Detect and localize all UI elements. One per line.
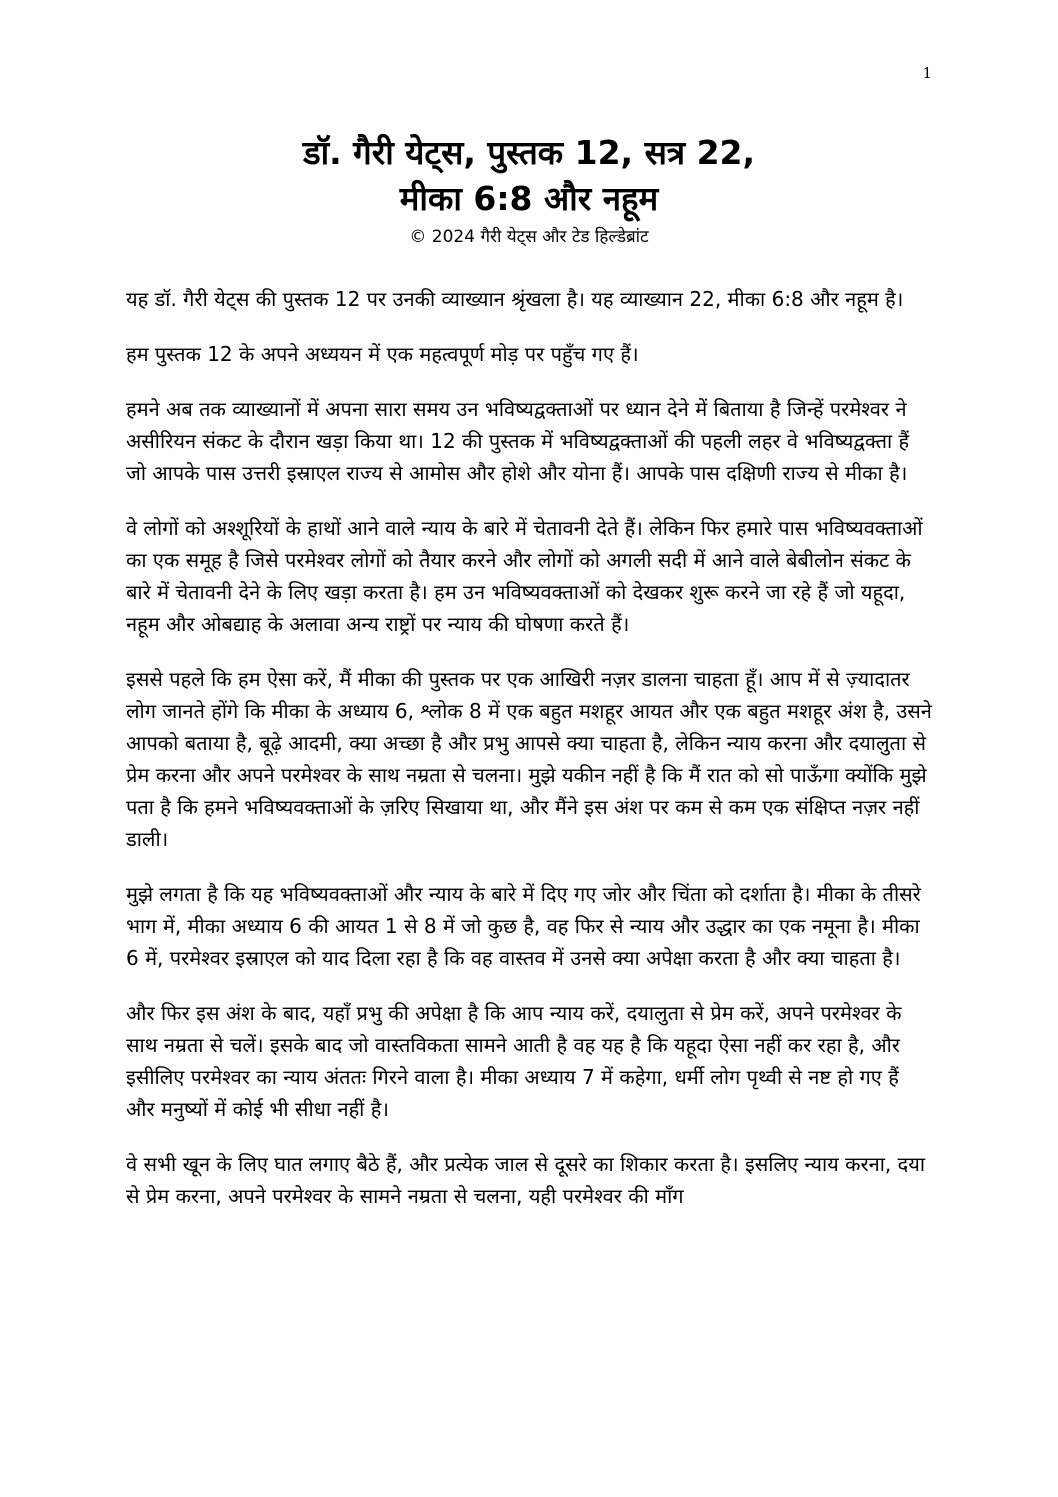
paragraph-7: और फिर इस अंश के बाद, यहाँ प्रभु की अपेक्षा है कि आप न्याय करें, दयालुता से प्रेम करें, अपने परमेश्वर के साथ नम्रता से चलें। इसके बाद जो वास्तविकता सामने आती है वह यह है कि यहूदा ऐसा नहीं कर रहा है, और इसीलिए परमेश्वर का न्याय अंततः गिरने वाला है। मीका अध्याय 7 में कहेगा, धर्मी लोग पृथ्वी से नष्ट हो गए हैं और मनुष्यों में कोई भी सीधा नहीं है। xyxy=(126,1001,902,1121)
document-body xyxy=(126,283,932,1235)
paragraph-1: यह डॉ. गैरी येट्स की पुस्तक 12 पर उनकी व्याख्यान श्रृंखला है। यह व्याख्यान 22, मीका 6:8 और नहूम है। xyxy=(126,287,904,311)
page-number: 1 xyxy=(922,64,932,82)
paragraph-4: वे लोगों को अश्शूरियों के हाथों आने वाले न्याय के बारे में चेतावनी देते हैं। लेकिन फिर हमारे पास भविष्यवक्ताओं का एक समूह है जिसे परमेश्वर लोगों को तैयार करने और लोगों को अगली सदी में आने वाले बेबीलोन संकट के बारे में चेतावनी देने के लिए खड़ा करता है। हम उन भविष्यवक्ताओं को देखकर शुरू करने जा रहे हैं जो यहूदा, नहूम और ओबद्याह के अलावा अन्य राष्ट्रों पर न्याय की घोषणा करते हैं। xyxy=(126,516,923,636)
copyright-line: © 2024 गैरी येट्स और टेड हिल्डेब्रांट xyxy=(409,227,649,247)
title-block xyxy=(126,130,932,250)
paragraph-5: इससे पहले कि हम ऐसा करें, मैं मीका की पुस्तक पर एक आखिरी नज़र डालना चाहता हूँ। आप में से ज़्यादातर लोग जानते होंगे कि मीका के अध्याय 6, श्लोक 8 में एक बहुत मशहूर आयत और एक बहुत मशहूर अंश है, उसने आपको बताया है, बूढ़े आदमी, क्या अच्छा है और प्रभु आपसे क्या चाहता है, लेकिन न्याय करना और दयालुता से प्रेम करना और अपने परमेश्वर के साथ नम्रता से चलना। मुझे यकीन नहीं है कि मैं रात को सो पाऊँगा क्योंकि मुझे पता है कि हमने भविष्यवक्ताओं के ज़रिए सिखाया था, और मैंने इस अंश पर कम से कम एक संक्षिप्त नज़र नहीं डाली। xyxy=(126,667,932,851)
paragraph-8: वे सभी खून के लिए घात लगाए बैठे हैं, और प्रत्येक जाल से दूसरे का शिकार करता है। इसलिए न्याय करना, दया से प्रेम करना, अपने परमेश्वर के सामने नम्रता से चलना, यही परमेश्वर की माँग xyxy=(126,1152,926,1208)
document-title-line-1: डॉ. गैरी येट्स, पुस्तक 12, सत्र 22, xyxy=(302,133,756,172)
document-title-line-2: मीका 6:8 और नहूम xyxy=(399,179,659,218)
paragraph-2: हम पुस्तक 12 के अपने अध्ययन में एक महत्वपूर्ण मोड़ पर पहुँच गए हैं। xyxy=(126,342,639,366)
paragraph-3: हमने अब तक व्याख्यानों में अपना सारा समय उन भविष्यद्वक्ताओं पर ध्यान देने में बिताया है जिन्हें परमेश्वर ने असीरियन संकट के दौरान खड़ा किया था। 12 की पुस्तक में भविष्यद्वक्ताओं की पहली लहर वे भविष्यद्वक्ता हैं जो आपके पास उत्तरी इस्राएल राज्य से आमोस और होशे और योना हैं। आपके पास दक्षिणी राज्य से मीका है। xyxy=(126,397,910,485)
paragraph-6: मुझे लगता है कि यह भविष्यवक्ताओं और न्याय के बारे में दिए गए जोर और चिंता को दर्शाता है। मीका के तीसरे भाग में, मीका अध्याय 6 की आयत 1 से 8 में जो कुछ है, वह फिर से न्याय और उद्धार का एक नमूना है। मीका 6 में, परमेश्वर इस्राएल को याद दिला रहा है कि वह वास्तव में उनसे क्या अपेक्षा करता है और क्या चाहता है। xyxy=(126,882,921,970)
